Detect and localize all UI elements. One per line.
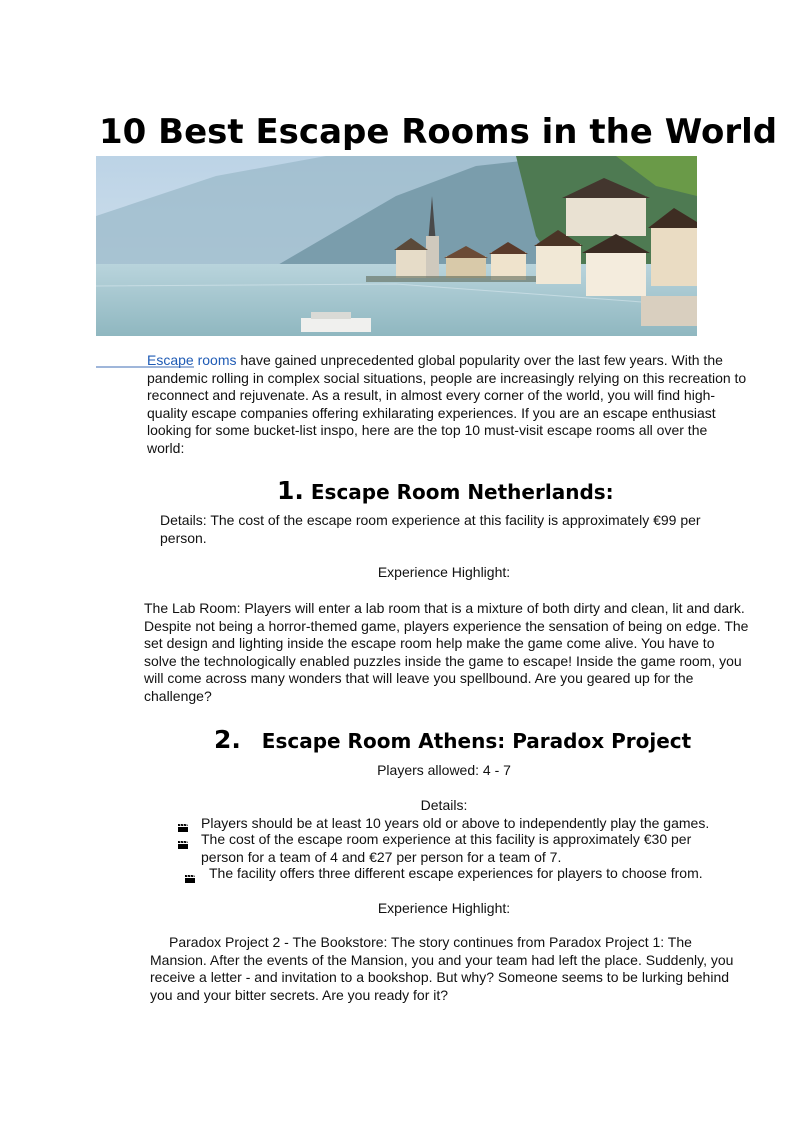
- intro-paragraph: [147, 352, 747, 457]
- section-2-highlight-label: Experience Highlight:: [377, 900, 511, 916]
- section-1-highlight-label: Experience Highlight:: [377, 564, 511, 580]
- section-1-number: 1.: [277, 476, 304, 505]
- section-2-players: Players allowed: 4 - 7: [377, 762, 511, 778]
- section-2-title: Escape Room Athens: Paradox Project: [261, 729, 692, 753]
- hero-image: [96, 156, 697, 336]
- section-2-number: 2.: [214, 725, 241, 754]
- clapperboard-icon: [178, 836, 188, 844]
- section-1-details: Details: The cost of the escape room experience at this facility is approximately €99 per person.: [160, 512, 701, 546]
- section-2-details-label: Details:: [420, 797, 468, 813]
- section-2-bullet: The facility offers three different escape experiences for players to choose from.: [209, 865, 703, 881]
- section-1-heading: [277, 477, 614, 506]
- intro-text: have gained unprecedented global popularity over the last few years. With the pandemic rolling in complex social situations, people are increasingly relying on this recreation to reconnect and rejuvenate. As a result, in almost every corner of the world, you will find high-quality escape companies offering exhilarating experiences. If you are an escape enthusiast looking for some bucket-list inspo, here are the top 10 must-visit escape rooms all over the world:: [147, 352, 747, 456]
- section-2-heading: [214, 726, 691, 755]
- section-2-bullet: Players should be at least 10 years old or above to independently play the games.: [201, 815, 710, 831]
- section-2-highlight-text: Paradox Project 2 - The Bookstore: The story continues from Paradox Project 1: The Mansion. After the events of the Mansion, you and your team had left the place. Suddenly, you receive a letter - and invitation to a bookshop. But why? Someone seems to be lurking behind you and your bitter secrets. Are you ready for it?: [150, 934, 734, 1003]
- clapperboard-icon: [185, 870, 195, 878]
- section-2-bullet: The cost of the escape room experience at this facility is approximately €30 per person for a team of 4 and €27 per person for a team of 7.: [201, 831, 692, 865]
- page-title: 10 Best Escape Rooms in the World: [99, 112, 778, 152]
- escape-rooms-link[interactable]: Escape rooms: [147, 352, 237, 368]
- clapperboard-icon: [178, 819, 188, 827]
- section-1-title: Escape Room Netherlands:: [310, 480, 614, 504]
- section-1-highlight-text: The Lab Room: Players will enter a lab room that is a mixture of both dirty and clean, lit and dark. Despite not being a horror-themed game, players experience the sensation of being on edge. The set design and lighting inside the escape room help make the game come alive. You have to solve the technologically enabled puzzles inside the game to escape! Inside the game room, you will come across many wonders that will leave you spellbound. Are you geared up for the challenge?: [144, 600, 749, 704]
